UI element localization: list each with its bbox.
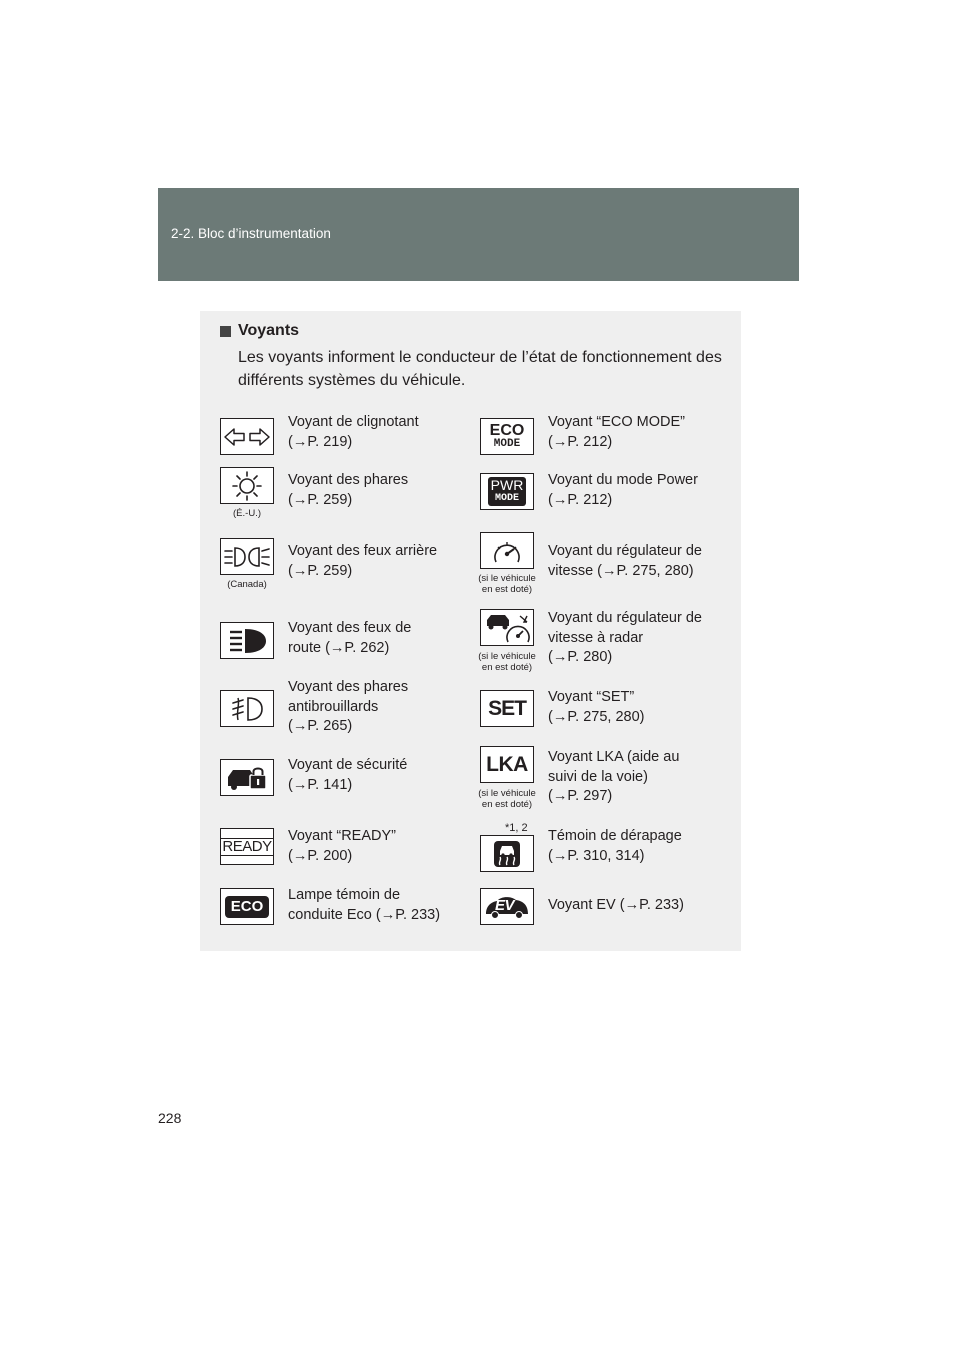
desc-headlight: Voyant des phares (→P. 259) — [288, 472, 409, 508]
note-canada: (Canada) — [227, 579, 267, 590]
square-bullet-icon — [220, 326, 231, 337]
desc-radar-cruise: Voyant du régulateur de vitesse à radar (→P. 280) — [548, 610, 702, 665]
desc-high-beam: Voyant des feux de route (→P. 262) — [288, 620, 412, 656]
desc-security: Voyant de sécurité (→P. 141) — [288, 757, 408, 793]
section-heading — [220, 322, 299, 340]
eco-drive-icon-text: ECO — [225, 896, 270, 918]
eco-mode-icon — [480, 418, 534, 455]
note-if-equipped-lka: (si le véhicule en est doté) — [478, 788, 536, 810]
ready-icon — [220, 828, 274, 865]
power-mode-icon — [480, 473, 534, 510]
note-if-equipped-radar: (si le véhicule en est doté) — [478, 651, 536, 673]
radar-cruise-icon — [480, 609, 534, 646]
high-beam-icon — [220, 622, 274, 659]
desc-slip: Témoin de dérapage (→P. 310, 314) — [548, 828, 682, 864]
power-mode-icon-text: PWR — [490, 477, 524, 493]
desc-eco-drive: Lampe témoin de conduite Eco (→P. 233) — [288, 887, 441, 923]
page-number: 228 — [158, 1110, 182, 1126]
lka-icon — [480, 746, 534, 783]
turn-signal-arrows-icon — [220, 418, 274, 455]
desc-eco-mode: Voyant “ECO MODE” (→P. 212) — [548, 414, 685, 450]
section-title: Voyants — [238, 322, 300, 339]
eco-mode-icon-text: ECO — [489, 421, 525, 439]
cruise-control-icon — [480, 532, 534, 569]
power-mode-icon-subtext: MODE — [494, 493, 519, 504]
lka-icon-text: LKA — [486, 752, 528, 776]
ready-icon-text: READY — [222, 837, 272, 855]
set-icon — [480, 690, 534, 727]
eco-drive-icon — [220, 888, 274, 925]
ev-icon-text: EV — [495, 897, 515, 914]
tail-light-icon — [220, 538, 274, 575]
note-usa: (É.-U.) — [233, 508, 261, 519]
section-intro: Les voyants informent le conducteur de l’état de fonctionnement des différents systèmes du véhicule. — [238, 349, 722, 389]
note-if-equipped-cruise: (si le véhicule en est doté) — [478, 573, 536, 595]
desc-cruise-control: Voyant du régulateur de vitesse (→P. 275, 280) — [548, 543, 702, 579]
fog-light-icon — [220, 690, 274, 727]
desc-fog-light: Voyant des phares antibrouillards (→P. 265) — [288, 679, 409, 734]
security-lock-car-icon — [220, 759, 274, 796]
desc-lka: Voyant LKA (aide au suivi de la voie) (→P. 297) — [548, 749, 680, 804]
desc-ready: Voyant “READY” (→P. 200) — [288, 828, 396, 864]
chapter-header-title: 2-2. Bloc d’instrumentation — [171, 226, 331, 241]
headlight-sun-icon — [220, 467, 274, 504]
desc-tail-light: Voyant des feux arrière (→P. 259) — [288, 543, 438, 579]
desc-set: Voyant “SET” (→P. 275, 280) — [548, 689, 645, 725]
set-icon-text: SET — [488, 696, 526, 720]
eco-mode-icon-subtext: MODE — [493, 437, 521, 450]
footnote-marker: *1, 2 — [505, 822, 528, 834]
desc-ev: Voyant EV (→P. 233) — [548, 897, 684, 913]
desc-power-mode: Voyant du mode Power (→P. 212) — [548, 472, 698, 508]
desc-turn-signal: Voyant de clignotant (→P. 219) — [288, 414, 419, 450]
slip-indicator-icon — [480, 835, 534, 872]
ev-icon — [480, 888, 534, 925]
